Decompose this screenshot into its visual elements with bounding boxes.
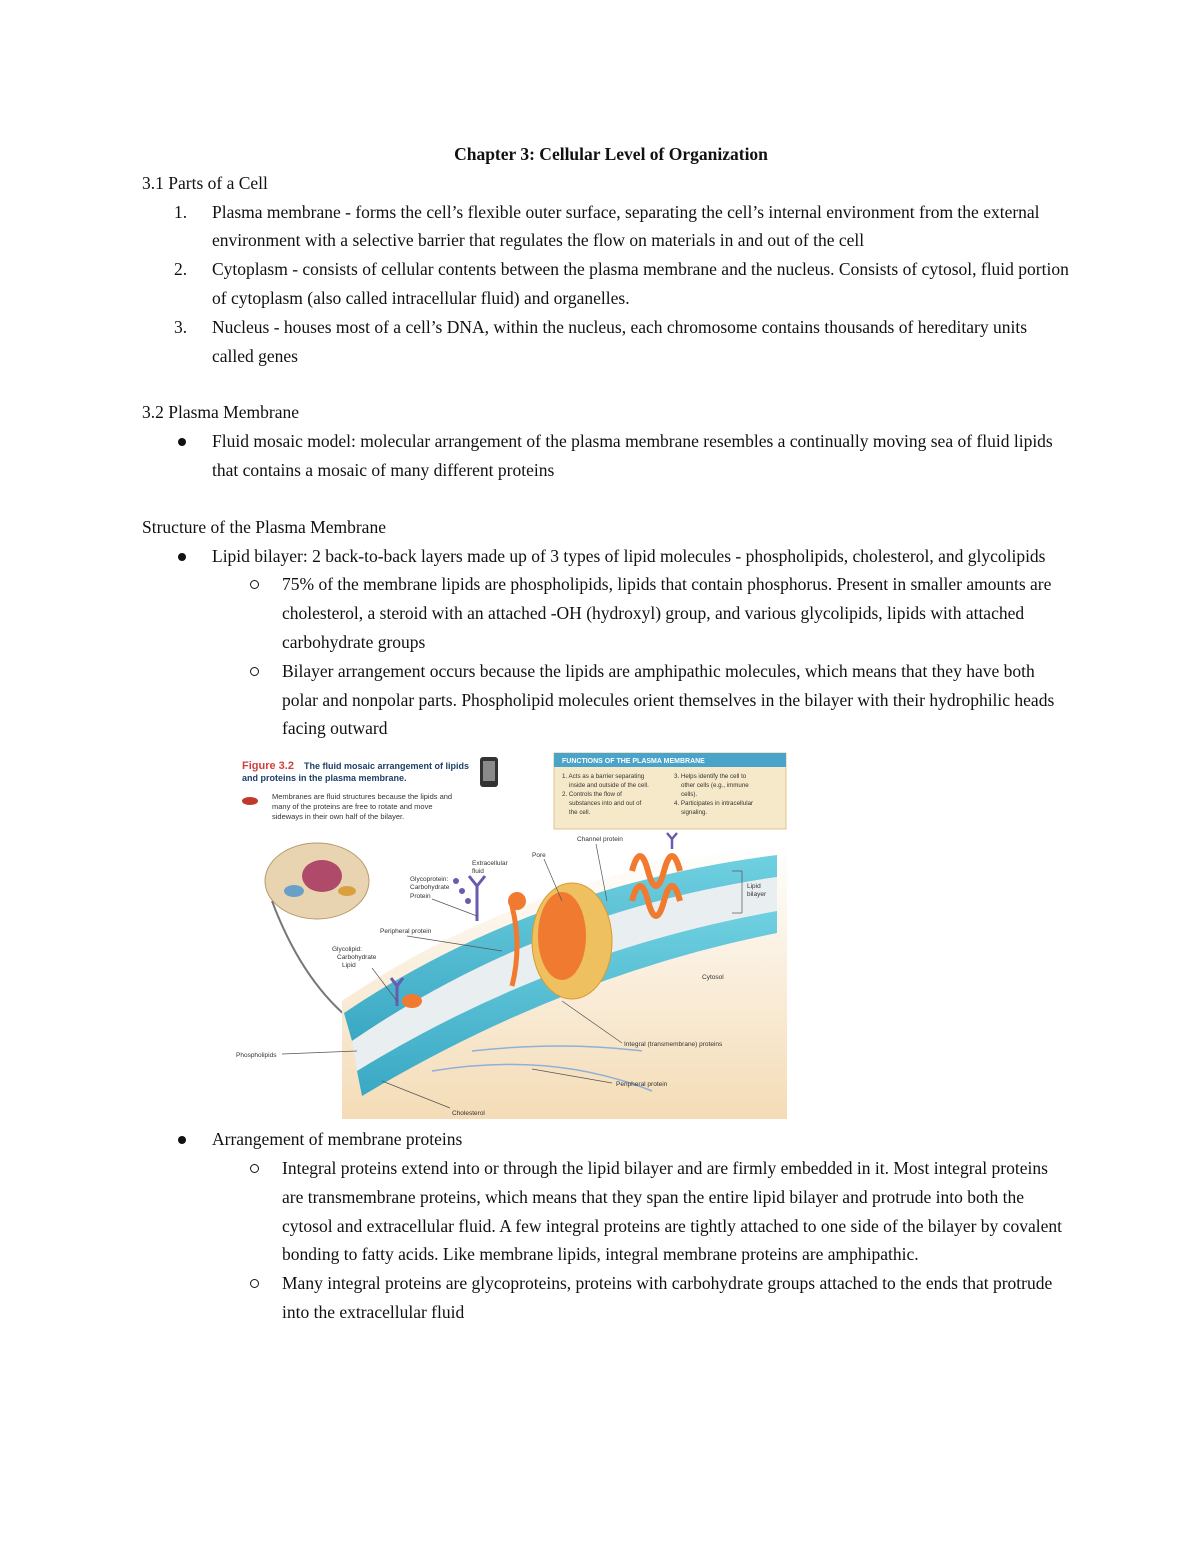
membrane-diagram (232, 751, 792, 1119)
sub-list-item: Integral proteins extend into or through the lipid bilayer and are firmly embedded in it. Most integral proteins are transmembrane proteins, which means that they span the entire lipid bilayer and protrude into both the cytosol and extracellular fluid. A few integral proteins are tightly attached to one side of the bilayer by covalent bonding to fatty acids. Like membrane lipids, integral membrane proteins are amphipathic. (212, 1154, 1072, 1269)
svg-text:bilayer: bilayer (747, 891, 767, 899)
parts-of-cell-list (142, 198, 1072, 371)
svg-text:other cells (e.g., immune: other cells (e.g., immune (681, 782, 749, 790)
list-item: Lipid bilayer: 2 back-to-back layers made up of 3 types of lipid molecules - phospholipids, cholesterol, and glycolipids 75% of the membrane lipids are phospholipids, lipids that contain phosphorus. Present in smaller amounts are cholesterol, a steroid with an attached -OH (hydroxyl) group, and various glycolipids, lipids with attached carbohydrate groups Bilayer arrangement occurs because the lipids are amphipathic molecules, which means that they have both polar and nonpolar parts. Phospholipid molecules orient themselves in the bilayer with their hydrophilic heads facing outward (142, 542, 1072, 744)
peripheral-protein (402, 994, 422, 1008)
label-cytosol: Cytosol (702, 974, 724, 982)
circle-bullet-icon (250, 580, 259, 589)
svg-text:fluid: fluid (472, 868, 484, 876)
list-item: Arrangement of membrane proteins Integral proteins extend into or through the lipid bilayer and are firmly embedded in it. Most integral proteins are transmembrane proteins, which means that they span the entire lipid bilayer and protrude into both the cytosol and extracellular fluid. A few integral proteins are tightly attached to one side of the bilayer by covalent bonding to fatty acids. Like membrane lipids, integral membrane proteins are amphipathic. Many integral proteins are glycoproteins, proteins with carbohydrate groups attached to the ends that protrude into the extracellular fluid (142, 1125, 1072, 1327)
figure-caption-line-1: The fluid mosaic arrangement of lipids (304, 761, 470, 772)
section-heading-parts-of-cell: 3.1 Parts of a Cell (142, 172, 268, 193)
svg-text:2. Controls the flow of: 2. Controls the flow of (562, 791, 622, 799)
label-extracellular-fluid: Extracellular (472, 860, 508, 868)
chapter-title: Chapter 3: Cellular Level of Organization (454, 144, 768, 164)
circle-bullet-icon (250, 667, 259, 676)
functions-title: FUNCTIONS OF THE PLASMA MEMBRANE (562, 758, 705, 766)
figure-note-line-3: sideways in their own half of the bilayer. (272, 812, 405, 822)
section-heading-plasma-membrane: 3.2 Plasma Membrane (142, 402, 299, 423)
bullet-icon (178, 1136, 186, 1144)
bullet-icon (178, 438, 186, 446)
svg-text:Carbohydrate: Carbohydrate (410, 884, 450, 892)
list-item: Fluid mosaic model: molecular arrangement of the plasma membrane resembles a continually moving sea of fluid lipids that contains a mosaic of many different proteins (142, 427, 1072, 485)
svg-text:substances into and out of: substances into and out of (569, 800, 642, 808)
circle-bullet-icon (250, 1164, 259, 1173)
label-channel-protein: Channel protein (577, 836, 623, 844)
key-concept-icon (242, 797, 258, 805)
label-integral-proteins: Integral (transmembrane) proteins (624, 1041, 723, 1049)
sub-list-item: Many integral proteins are glycoproteins, proteins with carbohydrate groups attached to the ends that protrude into the extracellular fluid (212, 1269, 1072, 1327)
label-phospholipids: Phospholipids (236, 1052, 277, 1060)
svg-text:Protein: Protein (410, 893, 431, 901)
label-pore: Pore (532, 852, 546, 860)
list-item: 1. Plasma membrane - forms the cell’s flexible outer surface, separating the cell’s internal environment from the external environment with a selective barrier that regulates the flow on materials in and out of the cell (174, 201, 1040, 251)
bullet-icon (178, 553, 186, 561)
circle-bullet-icon (250, 1279, 259, 1288)
sub-list (212, 570, 1072, 743)
svg-text:cells).: cells). (681, 791, 698, 799)
plasma-membrane-list (142, 427, 1072, 485)
label-peripheral-protein-bottom: Peripheral protein (616, 1081, 668, 1089)
svg-text:Lipid: Lipid (342, 962, 356, 970)
sub-list-item: Bilayer arrangement occurs because the lipids are amphipathic molecules, which means that they have both polar and nonpolar parts. Phospholipid molecules orient themselves in the bilayer with their hydrophilic heads facing outward (212, 657, 1072, 743)
svg-text:Carbohydrate: Carbohydrate (337, 954, 377, 962)
svg-text:signaling.: signaling. (681, 809, 708, 817)
figure-caption-line-2: and proteins in the plasma membrane. (242, 773, 407, 784)
svg-text:the cell.: the cell. (569, 809, 591, 817)
section-heading-structure: Structure of the Plasma Membrane (142, 516, 386, 537)
label-lipid-bilayer: Lipid (747, 883, 761, 891)
svg-text:4. Participates in intracellul: 4. Participates in intracellular (674, 800, 754, 808)
figure-plasma-membrane (232, 751, 792, 1119)
svg-text:1. Acts as a barrier separatin: 1. Acts as a barrier separating (562, 773, 645, 781)
figure-number: Figure 3.2 (242, 760, 294, 773)
label-glycoprotein: Glycoprotein: (410, 876, 449, 884)
list-item: 2. Cytoplasm - consists of cellular contents between the plasma membrane and the nucleus. Consists of cytosol, fluid portion of cytoplasm (also called intracellular fluid) and organelles. (174, 259, 1069, 308)
svg-text:3. Helps identify the cell to: 3. Helps identify the cell to (674, 773, 747, 781)
label-peripheral-protein-top: Peripheral protein (380, 928, 432, 936)
document-body (142, 140, 1072, 1327)
sub-list (212, 1154, 1072, 1327)
label-glycolipid: Glycolipid: (332, 946, 362, 954)
figure-note-line-2: many of the proteins are free to rotate and move (272, 802, 433, 812)
label-cholesterol: Cholesterol (452, 1110, 485, 1118)
svg-text:inside and outside of the cell: inside and outside of the cell. (569, 782, 649, 790)
membrane-proteins-list (142, 1125, 1072, 1327)
sub-list-item: 75% of the membrane lipids are phospholipids, lipids that contain phosphorus. Present in smaller amounts are cholesterol, a steroid with an attached -OH (hydroxyl) group, and various glycolipids, lipids with attached carbohydrate groups (212, 570, 1072, 656)
list-item: 3. Nucleus - houses most of a cell’s DNA, within the nucleus, each chromosome contains thousands of hereditary units called genes (174, 316, 1028, 366)
figure-note-line-1: Membranes are fluid structures because the lipids and (272, 792, 453, 802)
structure-list (142, 542, 1072, 744)
